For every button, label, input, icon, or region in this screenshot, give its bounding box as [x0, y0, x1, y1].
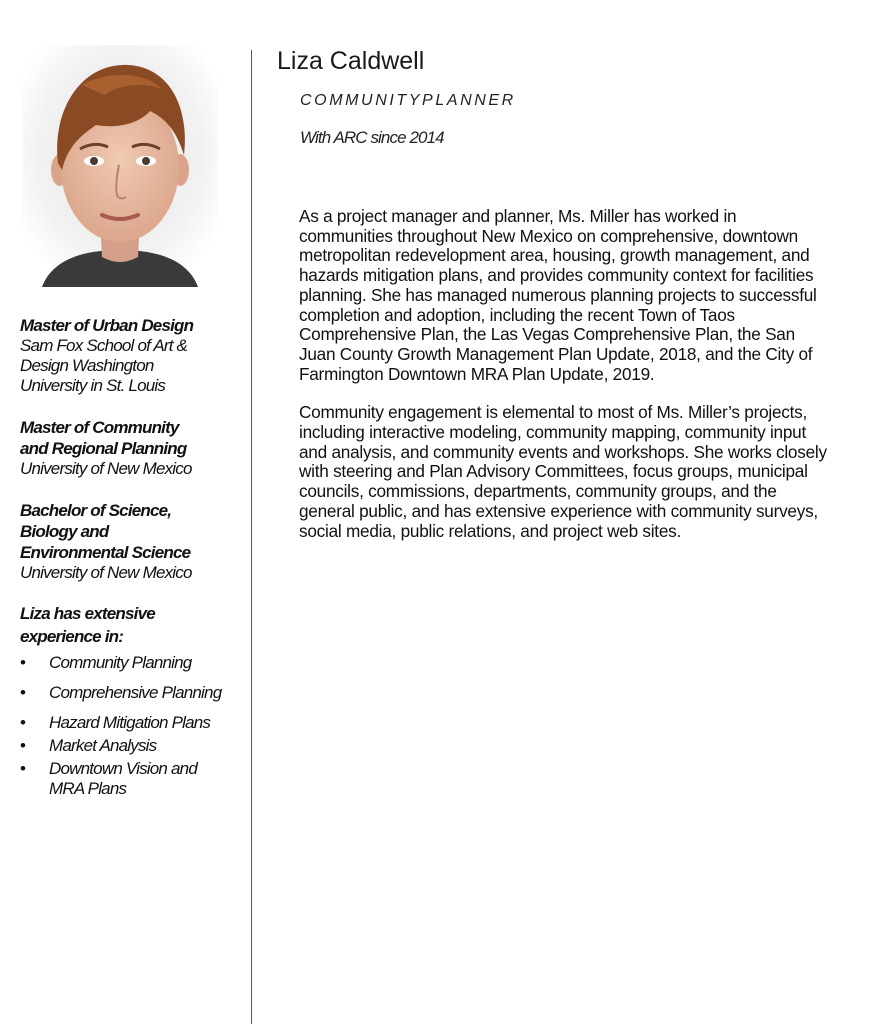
school-name: University of New Mexico [20, 459, 192, 478]
experience-item: Hazard Mitigation Plans [49, 713, 211, 732]
list-item [20, 759, 209, 799]
degree-title: Bachelor of Science, Biology and Environmental Science [20, 501, 191, 562]
list-item [20, 736, 245, 756]
person-portrait-icon [22, 45, 218, 287]
bio-paragraph: Community engagement is elemental to most of Ms. Miller’s projects, including interactive modeling, community mapping, community input and analysis, and community events and workshops. She works closely with steering and Plan Advisory Committees, focus groups, municipal councils, commissions, departments, community groups, and the general public, and has extensive experience with community surveys, social media, public relations, and project web sites. [299, 402, 827, 541]
experience-item: Downtown Vision and MRA Plans [49, 759, 197, 798]
experience-heading: Liza has extensive experience in: [20, 604, 155, 646]
tenure-text: With ARC since 2014 [300, 128, 444, 147]
school-name: Sam Fox School of Art & Design Washington University in St. Louis [20, 336, 188, 395]
sidebar [20, 315, 245, 799]
education-item [20, 500, 245, 583]
experience-item: Comprehensive Planning [49, 683, 222, 702]
list-item [20, 653, 245, 673]
bullet-icon: • [20, 653, 26, 672]
education-item [20, 417, 245, 479]
list-item [20, 683, 245, 703]
experience-list [20, 653, 245, 799]
degree-title: Master of Urban Design [20, 316, 194, 335]
school-name: University of New Mexico [20, 563, 192, 582]
bio-paragraph: As a project manager and planner, Ms. Miller has worked in communities throughout New Mexico on comprehensive, downtown metropolitan redevelopment area, housing, growth management, and hazards mitigation plans, and provides community context for facilities planning. She has managed numerous planning projects to successful completion and adoption, including the recent Town of Taos Comprehensive Plan, the Las Vegas Comprehensive Plan, the San Juan County Growth Management Plan Update, 2018, and the City of Farmington Downtown MRA Plan Update, 2019. [299, 206, 817, 384]
bullet-icon: • [20, 736, 26, 755]
bullet-icon: • [20, 713, 26, 732]
bio-section [299, 207, 834, 560]
bullet-icon: • [20, 683, 26, 702]
list-item [20, 713, 245, 733]
education-item [20, 315, 245, 396]
person-name: Liza Caldwell [277, 47, 425, 75]
experience-item: Market Analysis [49, 736, 157, 755]
job-title: COMMUNITYPLANNER [300, 92, 516, 109]
bullet-icon: • [20, 759, 26, 778]
experience-item: Community Planning [49, 653, 192, 672]
degree-title: Master of Community and Regional Planning [20, 418, 187, 458]
vertical-divider [251, 50, 252, 1024]
